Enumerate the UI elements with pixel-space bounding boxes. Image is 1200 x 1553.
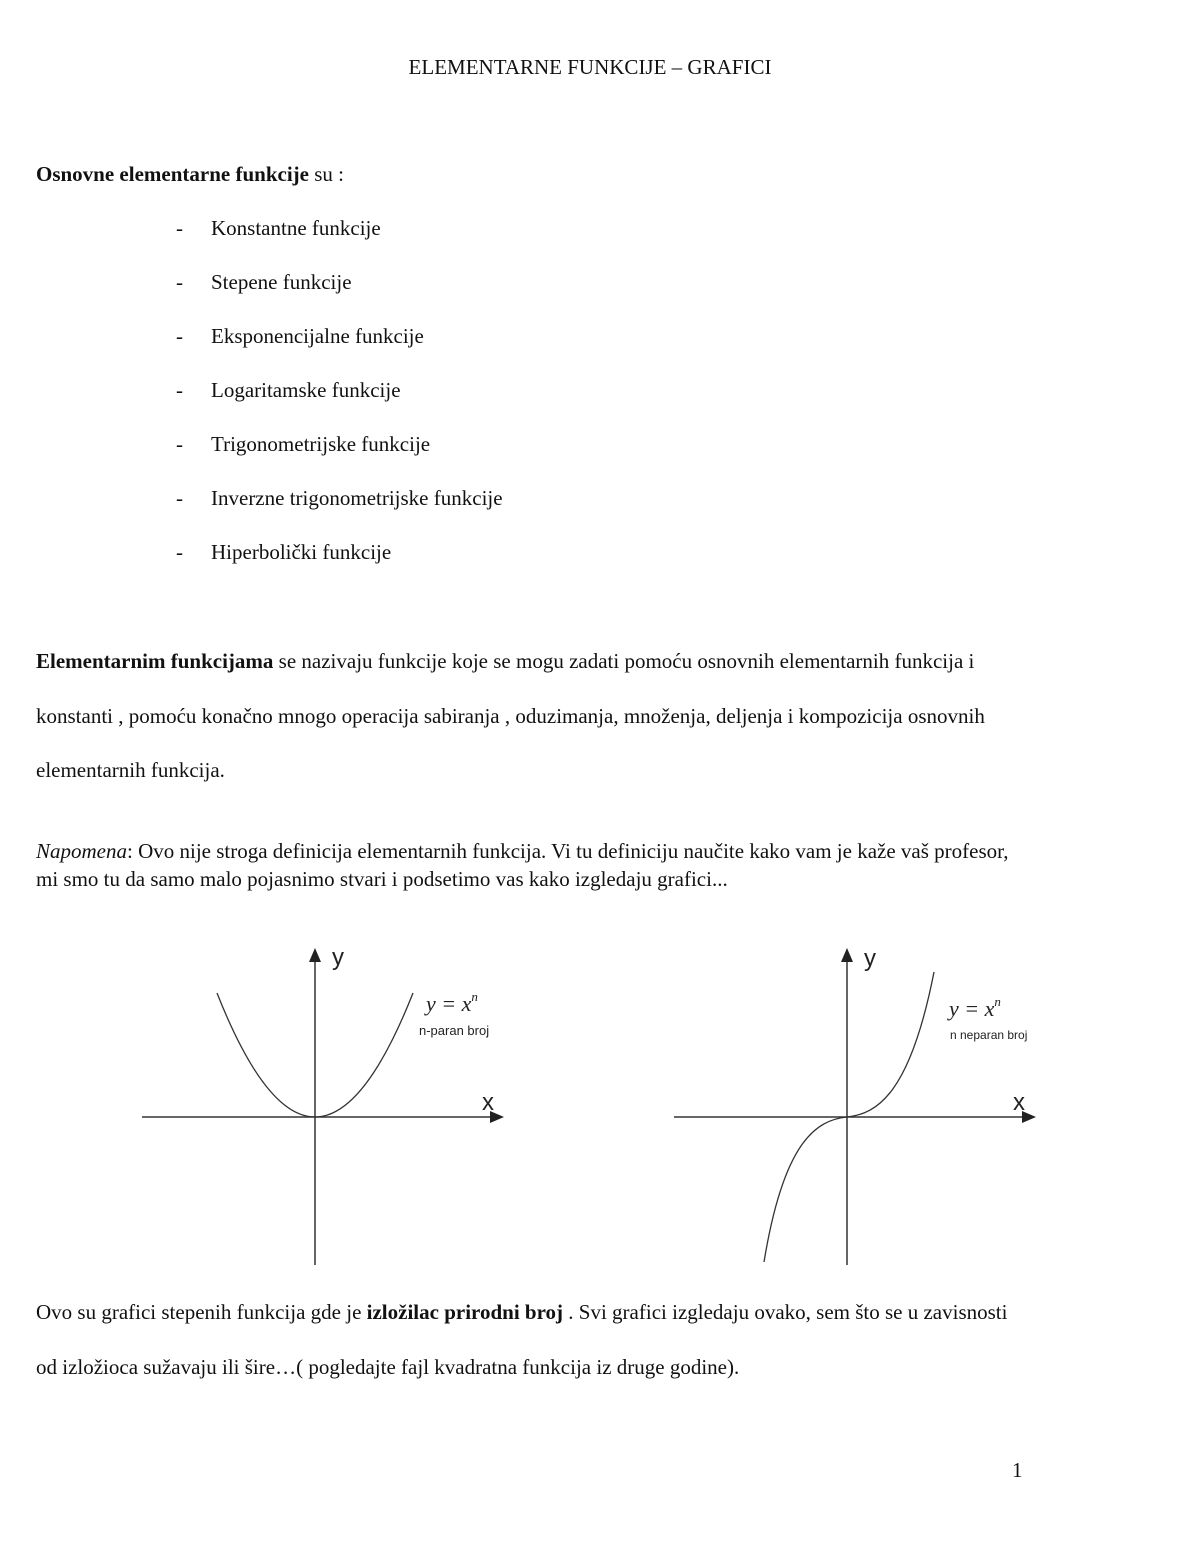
note-label: Napomena: [36, 839, 127, 863]
definition-line-1: [36, 649, 974, 674]
list-item: Stepene funkcije: [211, 270, 352, 294]
graph-caption: n-paran broj: [419, 1023, 490, 1038]
list-item: Eksponencijalne funkcije: [211, 324, 424, 348]
conclusion-text-a: Ovo su grafici stepenih funkcija gde je: [36, 1300, 367, 1324]
page-number: 1: [1012, 1458, 1023, 1482]
list-dash: -: [176, 378, 183, 402]
intro-line: [36, 162, 344, 187]
list-dash: -: [176, 486, 183, 510]
conclusion-text-b: . Svi grafici izgledaju ovako, sem što se u zavisnosti: [563, 1300, 1008, 1324]
definition-line-2: konstanti , pomoću konačno mnogo operacija sabiranja , oduzimanja, množenja, deljenja i kompozicija osnovnih: [36, 704, 985, 728]
formula: [424, 989, 478, 1016]
list-dash: -: [176, 432, 183, 456]
y-axis-label: y: [332, 944, 344, 971]
note-rest: : Ovo nije stroga definicija elementarnih funkcija. Vi tu definiciju naučite kako vam je kaže vaš profesor,: [127, 839, 1009, 863]
graph-odd-power: [672, 940, 1052, 1275]
list-item: Trigonometrijske funkcije: [211, 432, 431, 456]
formula: [947, 994, 1001, 1021]
conclusion-line-1: [36, 1300, 1007, 1325]
intro-bold: Osnovne elementarne funkcije: [36, 162, 309, 186]
list-dash: -: [176, 216, 183, 240]
note-line-1: [36, 839, 1009, 864]
conclusion-bold: izložilac prirodni broj: [366, 1300, 564, 1324]
list-item: Konstantne funkcije: [211, 216, 381, 240]
note-line-2: mi smo tu da samo malo pojasnimo stvari i podsetimo vas kako izgledaju grafici...: [36, 867, 728, 891]
formula-base: y = x: [426, 991, 472, 1016]
conclusion-line-2: od izložioca sužavaju ili šire…( pogledajte fajl kvadratna funkcija iz druge godine).: [36, 1355, 740, 1379]
definition-bold: Elementarnim funkcijama: [36, 649, 274, 673]
formula-exponent: n: [471, 989, 478, 1004]
list-dash: -: [176, 540, 183, 564]
list-item: Hiperbolički funkcije: [211, 540, 392, 564]
list-dash: -: [176, 324, 183, 348]
page-title: ELEMENTARNE FUNKCIJE – GRAFICI: [408, 55, 772, 79]
list-item: Inverzne trigonometrijske funkcije: [211, 486, 503, 510]
formula-exponent: n: [994, 994, 1001, 1009]
y-axis-arrow-icon: [841, 948, 853, 962]
definition-rest: se nazivaju funkcije koje se mogu zadati pomoću osnovnih elementarnih funkcija i: [273, 649, 975, 673]
y-axis-label: y: [864, 945, 876, 972]
y-axis-arrow-icon: [309, 948, 321, 962]
list-item: Logaritamske funkcije: [211, 378, 401, 402]
graph-even-power: [140, 940, 520, 1275]
graph-caption: n neparan broj: [950, 1028, 1028, 1042]
list-dash: -: [176, 270, 183, 294]
x-axis-label: x: [1013, 1089, 1025, 1116]
intro-rest: su :: [308, 162, 344, 186]
x-axis-label: x: [482, 1089, 494, 1116]
formula-base: y = x: [949, 996, 995, 1021]
definition-line-3: elementarnih funkcija.: [36, 758, 225, 782]
